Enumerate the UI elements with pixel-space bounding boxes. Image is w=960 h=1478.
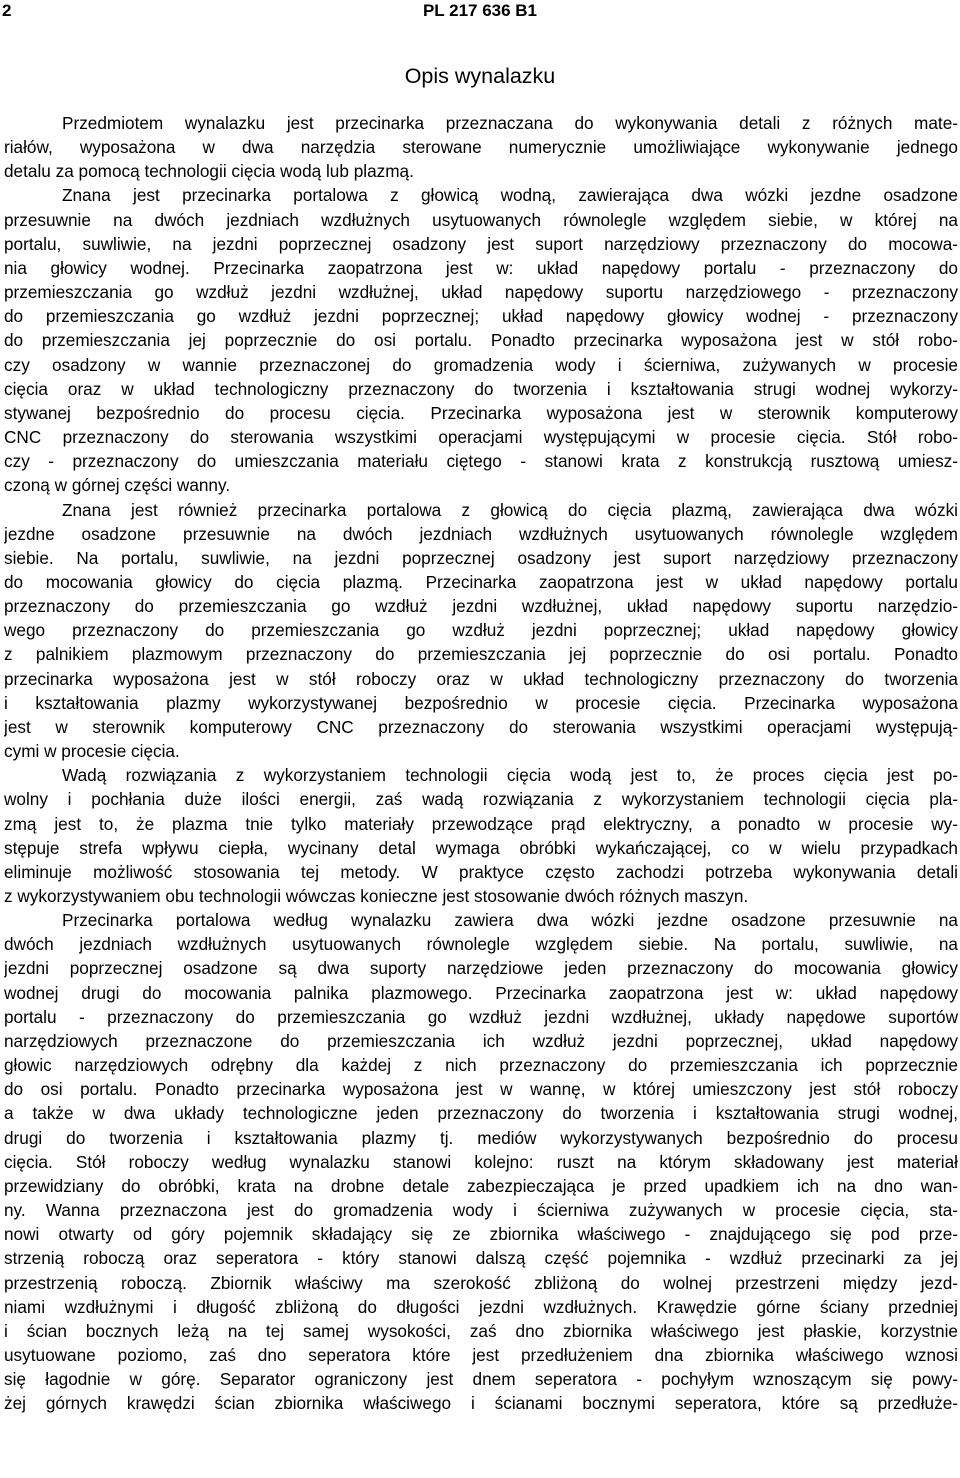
text-line: się łagodnie w górę. Separator ograniczony jest dnem seperatora - pochyłym wznoszącym się powy- (4, 1369, 958, 1390)
text-line: i ścian bocznych leżą na tej samej wysokości, zaś dno zbiornika właściwego jest płaskie, korzystnie (4, 1320, 958, 1341)
text-line: jezdne osadzone przesuwnie na dwóch jezdniach wzdłużnych usytuowanych równolegle względem (4, 523, 958, 544)
text-line: przestrzenią roboczą. Zbiornik właściwy ma szerokość zbliżoną do wolnej przestrzeni między jezd- (4, 1272, 958, 1293)
text-line: Przedmiotem wynalazku jest przecinarka przeznaczana do wykonywania detali z różnych mate- (62, 113, 958, 133)
text-line: do przemieszczania go wzdłuż jezdni poprzecznej; układ napędowy głowicy wodnej - przeznaczony (4, 306, 958, 327)
text-line: do mocowania głowicy do cięcia plazmą. Przecinarka zaopatrzona jest w układ napędowy portalu (4, 571, 958, 592)
text-line: siebie. Na portalu, suwliwie, na jezdni poprzecznej osadzony jest suport narzędziowy przeznaczony (4, 547, 958, 568)
text-line: nowi otwarty od góry pojemnik składający się ze zbiornika właściwego - znajdującego się pod prze- (4, 1224, 958, 1245)
text-line: strzenią roboczą oraz seperatora - który stanowi dalszą część pojemnika - wzdłuż przecinarki za jej (4, 1248, 958, 1269)
text-line: z palnikiem plazmowym przeznaczony do przemieszczania jej poprzecznie do osi portalu. Ponadto (4, 644, 958, 665)
text-line: detalu za pomocą technologii cięcia wodą lub plazmą. (4, 161, 414, 182)
text-line: portalu - przeznaczony do przemieszczania go wzdłuż jezdni wzdłużnej, układy napędowe suportów (4, 1006, 958, 1027)
text-line: a także w dwa układy technologiczne jeden przeznaczony do tworzenia i kształtowania strugi wodnej, (4, 1103, 958, 1124)
text-line: cięcia oraz w układ technologiczny przeznaczony do tworzenia i kształtowania strugi wodnej wykorzy- (4, 378, 958, 399)
page-header (0, 0, 960, 24)
text-line: riałów, wyposażona w dwa narzędzia sterowane numerycznie umożliwiające wykonywanie jednego (4, 137, 958, 158)
text-line: czy osadzony w wannie przeznaczonej do gromadzenia wody i ścierniwa, zużywanych w procesie (4, 354, 958, 375)
text-line: nia głowicy wodnej. Przecinarka zaopatrzona jest w: układ napędowy portalu - przeznaczony do (4, 257, 958, 278)
text-line: ny. Wanna przeznaczona jest do gromadzenia wody i ścierniwa zużywanych w procesie cięcia, sta- (4, 1200, 958, 1221)
text-line: do osi portalu. Ponadto przecinarka wyposażona jest w wannę, w której umieszczony jest stół roboczy (4, 1079, 958, 1100)
text-line: żej górnych krawędzi ścian zbiornika właściwego i ścianami bocznymi seperatora, które są przedłuże- (4, 1393, 958, 1414)
text-line: z wykorzystywaniem obu technologii wówczas konieczne jest stosowanie dwóch różnych maszyn. (4, 886, 749, 906)
text-line: dwóch jezdniach wzdłużnych usytuowanych równolegle względem siebie. Na portalu, suwliwie, na (4, 934, 958, 955)
text-line: Znana jest przecinarka portalowa z głowicą wodną, zawierająca dwa wózki jezdne osadzone (62, 185, 958, 206)
text-line: stywanej bezpośrednio do procesu cięcia. Przecinarka wyposażona jest w sterownik komputerowy (4, 402, 958, 423)
text-line: jezdni poprzecznej osadzone są dwa suporty narzędziowe jeden przeznaczony do mocowania głowicy (4, 958, 958, 979)
text-line: cymi w procesie cięcia. (4, 741, 180, 762)
text-line: przeznaczony do przemieszczania go wzdłuż jezdni wzdłużnej, układ napędowy suportu narzędzio- (4, 596, 958, 617)
text-line: niami wzdłużnymi i długość zbliżoną do długości jezdni wzdłużnych. Krawędzie górne ściany przedniej (4, 1296, 958, 1317)
text-line: przemieszczania go wzdłuż jezdni wzdłużnej, układ napędowy suportu narzędziowego - przeznaczony (4, 282, 958, 303)
text-line: portalu, suwliwie, na jezdni poprzecznej osadzony jest suport narzędziowy przeznaczony do mocowa- (4, 233, 958, 254)
document-body (4, 111, 958, 1415)
text-line: Wadą rozwiązania z wykorzystaniem technologii cięcia wodą jest to, że proces cięcia jest po- (62, 765, 958, 786)
text-line: wego przeznaczony do przemieszczania go wzdłuż jezdni poprzecznej; układ napędowy głowicy (4, 620, 958, 641)
text-line: stępuje strefa wpływu ciepła, wycinany detal wymaga obróbki wykańczającej, co w wielu przypadkach (4, 837, 958, 858)
text-line: głowic narzędziowych odrębny dla każdej z nich przeznaczony do przemieszczania ich poprzecznie (4, 1055, 958, 1076)
document-title: Opis wynalazku (404, 64, 556, 88)
text-line: Znana jest również przecinarka portalowa z głowicą do cięcia plazmą, zawierająca dwa wózki (62, 499, 958, 520)
text-line: i kształtowania plazmy wykorzystywanej bezpośrednio w procesie cięcia. Przecinarka wyposażona (4, 692, 958, 713)
text-line: jest w sterownik komputerowy CNC przeznaczony do sterowania wszystkimi operacjami występują- (4, 716, 958, 737)
text-line: zmą jest to, że plazma tnie tylko materiały przewodzące prąd elektryczny, a ponadto w procesie wy- (4, 813, 958, 834)
text-line: wodnej drugi do mocowania palnika plazmowego. Przecinarka zaopatrzona jest w: układ napędowy (4, 982, 958, 1003)
text-line: czy - przeznaczony do umieszczania materiału ciętego - stanowi krata z konstrukcją rusztową umiesz- (4, 451, 958, 472)
text-line: przecinarka wyposażona jest w stół roboczy oraz w układ technologiczny przeznaczony do tworzenia (4, 668, 958, 689)
text-line: przewidziany do obróbki, krata na drobne detale zabezpieczająca je przed upadkiem ich na dno wan- (4, 1175, 958, 1196)
text-line: przesuwnie na dwóch jezdniach wzdłużnych usytuowanych równolegle względem siebie, w której na (4, 209, 958, 230)
page-number: 2 (2, 1, 12, 20)
text-line: czoną w górnej części wanny. (4, 475, 231, 496)
text-line: usytuowane poziomo, zaś dno seperatora które jest przedłużeniem dna zbiornika właściwego wznosi (4, 1344, 958, 1365)
text-line: cięcia. Stół roboczy według wynalazku stanowi kolejno: ruszt na którym składowany jest materiał (4, 1151, 958, 1172)
text-line: do przemieszczania jej poprzecznie do osi portalu. Ponadto przecinarka wyposażona jest w stół robo- (4, 330, 958, 351)
text-line: wolny i pochłania duże ilości energii, zaś wadą rozwiązania z wykorzystaniem technologii cięcia pla- (4, 789, 958, 810)
text-line: CNC przeznaczony do sterowania wszystkimi operacjami występującymi w procesie cięcia. Stół robo- (4, 427, 958, 448)
patent-number: PL 217 636 B1 (422, 1, 538, 20)
text-line: narzędziowych przeznaczone do przemieszczania ich wzdłuż jezdni poprzecznej, układ napędowy (4, 1030, 958, 1051)
text-line: Przecinarka portalowa według wynalazku zawiera dwa wózki jezdne osadzone przesuwnie na (62, 910, 958, 931)
text-line: drugi do tworzenia i kształtowania plazmy tj. mediów wykorzystywanych bezpośrednio do procesu (4, 1127, 958, 1148)
text-line: eliminuje możliwość stosowania tej metody. W praktyce często zachodzi potrzeba wykonywania detali (4, 861, 958, 882)
